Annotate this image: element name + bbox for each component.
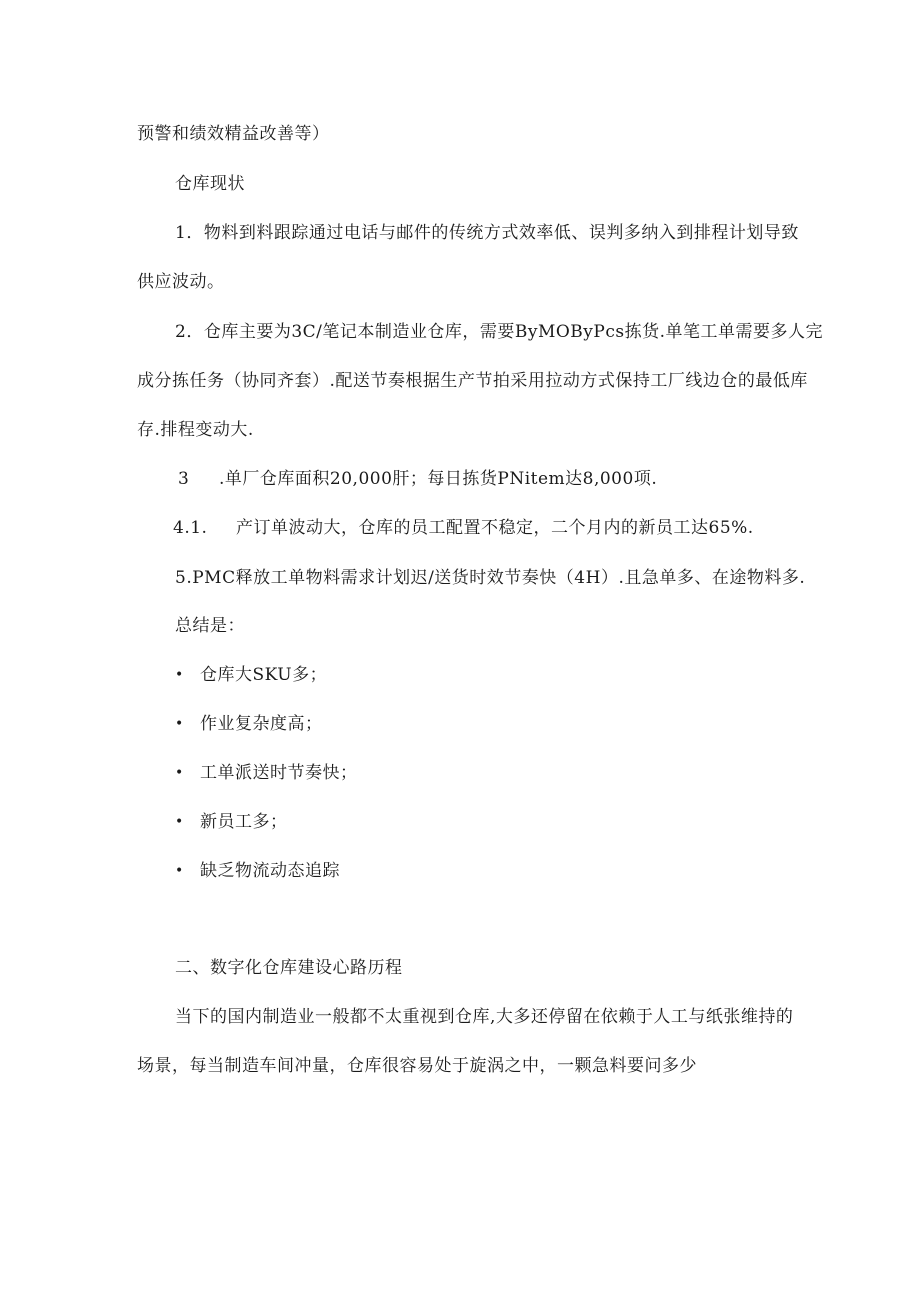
item-2-line-a: 2．仓库主要为3C/笔记本制造业仓库，需要ByMOByPcs拣货.单笔工单需要多人完: [175, 322, 823, 342]
bullet-item-1: 仓库大SKU多；: [200, 665, 328, 685]
summary-label: 总结是：: [175, 616, 245, 636]
paragraph-line-b: 场景，每当制造车间冲量，仓库很容易处于旋涡之中，一颗急料要问多少: [137, 1056, 697, 1076]
bullet-item-3: 工单派送时节奏快；: [200, 763, 358, 783]
paragraph-line-a: 当下的国内制造业一般都不太重视到仓库,大多还停留在依赖于人工与纸张维持的: [175, 1007, 794, 1027]
item-4-text: 产订单波动大，仓库的员工配置不稳定，二个月内的新员工达65%.: [236, 518, 754, 538]
bullet-icon: •: [175, 716, 184, 732]
item-1-line-a: 1．物料到料跟踪通过电话与邮件的传统方式效率低、误判多纳入到排程计划导致: [175, 223, 799, 243]
bullet-icon: •: [175, 765, 184, 781]
bullet-item-4: 新员工多；: [200, 812, 288, 832]
bullet-icon: •: [175, 814, 184, 830]
item-2-line-c: 存.排程变动大.: [137, 420, 254, 440]
bullet-item-2: 作业复杂度高；: [200, 714, 323, 734]
bullet-icon: •: [175, 863, 184, 879]
text-line-preface: 预警和绩效精益改善等）: [137, 124, 330, 144]
item-3-number: 3: [178, 469, 190, 489]
item-4-number: 4.1.: [173, 518, 208, 538]
item-1-line-b: 供应波动。: [137, 272, 225, 292]
item-3-text: .单厂仓库面积20,000肝；每日拣货PNitem达8,000项.: [219, 469, 658, 489]
bullet-item-5: 缺乏物流动态追踪: [200, 861, 340, 881]
item-5: 5.PMC释放工单物料需求计划迟/送货时效节奏快（4H）.且急单多、在途物料多.: [175, 568, 806, 588]
section-2-heading: 二、数字化仓库建设心路历程: [175, 958, 403, 978]
heading-warehouse-status: 仓库现状: [175, 174, 245, 194]
bullet-icon: •: [175, 667, 184, 683]
item-2-line-b: 成分拣任务（协同齐套）.配送节奏根据生产节拍采用拉动方式保持工厂线边仓的最低库: [137, 371, 808, 391]
